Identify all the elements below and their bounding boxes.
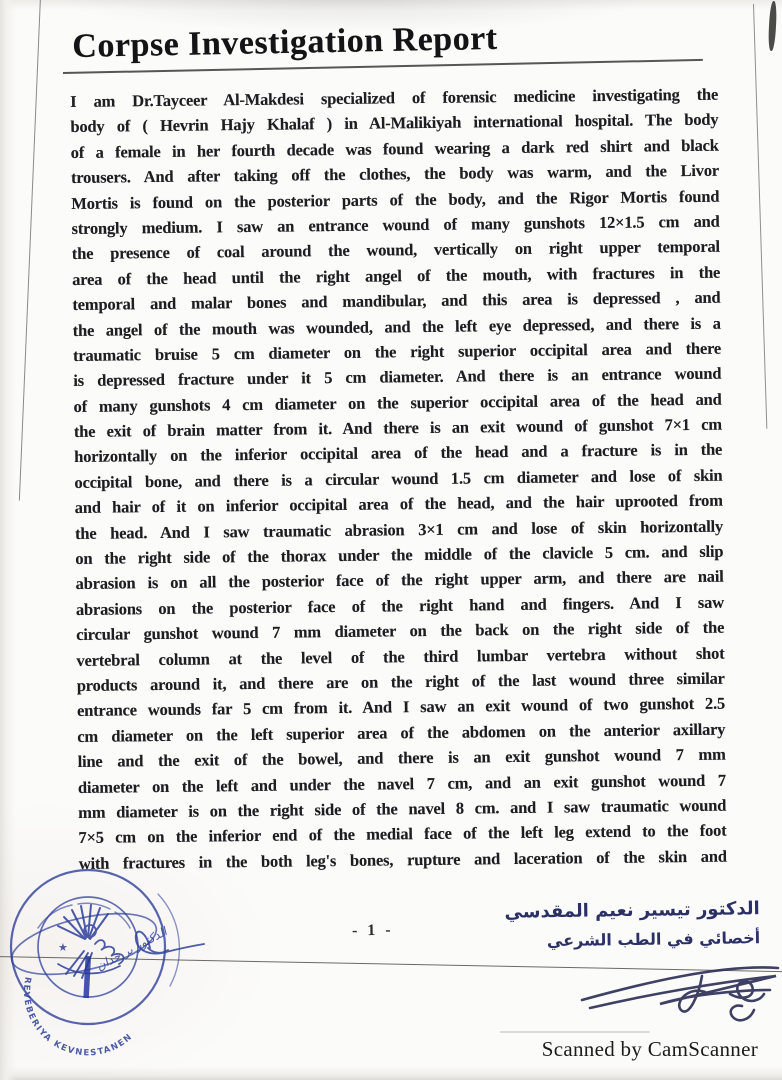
report-line: body of ( Hevrin Hajy Khalaf ) in Al-Malikiyah international hospital. The body — [70, 110, 719, 137]
report-line: temporal and malar bones and mandibular, and this area is depressed , and — [72, 287, 721, 315]
report-line: occipital bone, and there is a circular wound 1.5 cm diameter and lose of skin — [74, 465, 723, 492]
footer-smudge-artifact — [500, 1031, 650, 1033]
signatory-title-arabic: أخصائي في الطب الشرعي — [546, 928, 761, 951]
report-line: circular gunshot wound 7 mm diameter on the back on the right side of the — [76, 617, 725, 645]
report-line: the exit of brain matter from it. And there is an exit wound of gunshot 7×1 cm — [73, 414, 722, 442]
report-line: the presence of coal around the wound, vertically on right upper temporal — [71, 236, 720, 264]
report-line: products around it, and there are on the right of the last wound three similar — [76, 668, 725, 695]
page-edge-line-left — [19, 0, 41, 501]
report-line: entrance wounds far 5 cm from it. And I saw an exit wound of two gunshot 2.5 — [76, 693, 726, 721]
report-line: vertebral column at the level of the third lumbar vertebra without shot — [76, 643, 725, 670]
camscanner-label: Scanned by CamScanner — [541, 1037, 758, 1061]
report-line: horizontally on the inferior occipital area of the head and a fracture is in the — [74, 440, 723, 467]
report-line: traumatic bruise 5 cm diameter on the right superior occipital area and there — [72, 338, 722, 365]
signature-dark-ink — [570, 952, 782, 1037]
report-line: I am Dr.Tayceer Al-Makdesi specialized of forensic medicine investigating the — [70, 84, 719, 111]
report-line: the angel of the mouth was wounded, and the left eye depressed, and there is a — [72, 313, 721, 340]
report-line: of a female in her fourth decade was found wearing a dark red shirt and black — [70, 135, 719, 162]
camscanner-footer — [542, 1037, 758, 1062]
report-line: of many gunshots 4 cm diameter on the superior occipital area of the head and — [73, 389, 722, 416]
report-line: the head. And I saw traumatic abrasion 3×1 cm and lose of skin horizontally — [74, 516, 724, 543]
report-line: 7×5 cm on the inferior end of the medial face of the left leg extend to the foot — [78, 820, 727, 848]
report-line: line and the exit of the bowel, and there is an exit gunshot wound 7 mm — [77, 744, 726, 772]
report-line: and hair of it on inferior occipital area of the head, and the hair uprooted from — [74, 490, 723, 518]
report-line: abrasion is on all the posterior face of the right upper arm, and there are nail — [75, 567, 724, 594]
report-line: Mortis is found on the posterior parts of the body, and the Rigor Mortis found — [71, 186, 720, 213]
report-line: abrasions on the posterior face of the right hand and fingers. And I saw — [75, 592, 724, 619]
stamp-ring-text: REVEBERIYA KEVNESTANEN — [20, 976, 135, 1059]
signatory-block — [500, 896, 761, 955]
report-body — [70, 82, 727, 876]
report-line: strongly medium. I saw an entrance wound of many gunshots 12×1.5 cm and — [71, 211, 720, 238]
report-line: diameter on the left and under the navel 7 cm, and an exit gunshot wound 7 — [77, 770, 726, 797]
scan-corner-artifact — [768, 1, 778, 51]
report-title: Corpse Investigation Report — [72, 19, 498, 65]
stamp-star-icon: ★ — [58, 941, 68, 954]
report-line: trousers. And after taking off the clothes, the body was warm, and the Livor — [70, 160, 720, 188]
page-number: - 1 - — [351, 921, 394, 940]
report-line: area of the head until the right angel of the mouth, with fractures in the — [72, 262, 721, 289]
signatory-name-arabic: الدكتور تيسير نعيم المقدسي — [504, 898, 760, 923]
report-line: with fractures in the both leg's bones, rupture and laceration of the skin and — [78, 846, 727, 873]
report-line: mm diameter is on the right side of the navel 8 cm. and I saw traumatic wound — [78, 795, 727, 822]
page-edge-line-right — [753, 4, 767, 429]
stamp-vertical-bar — [83, 956, 91, 998]
report-line: on the right side of the thorax under the middle of the clavicle 5 cm. and slip — [75, 541, 724, 569]
stamp-handwriting: الدكتور بر خدان — [93, 924, 170, 974]
report-line: is depressed fracture under it 5 cm diameter. And there is an entrance wound — [73, 363, 722, 391]
report-line: cm diameter on the left superior area of the abdomen on the anterior axillary — [77, 719, 726, 746]
